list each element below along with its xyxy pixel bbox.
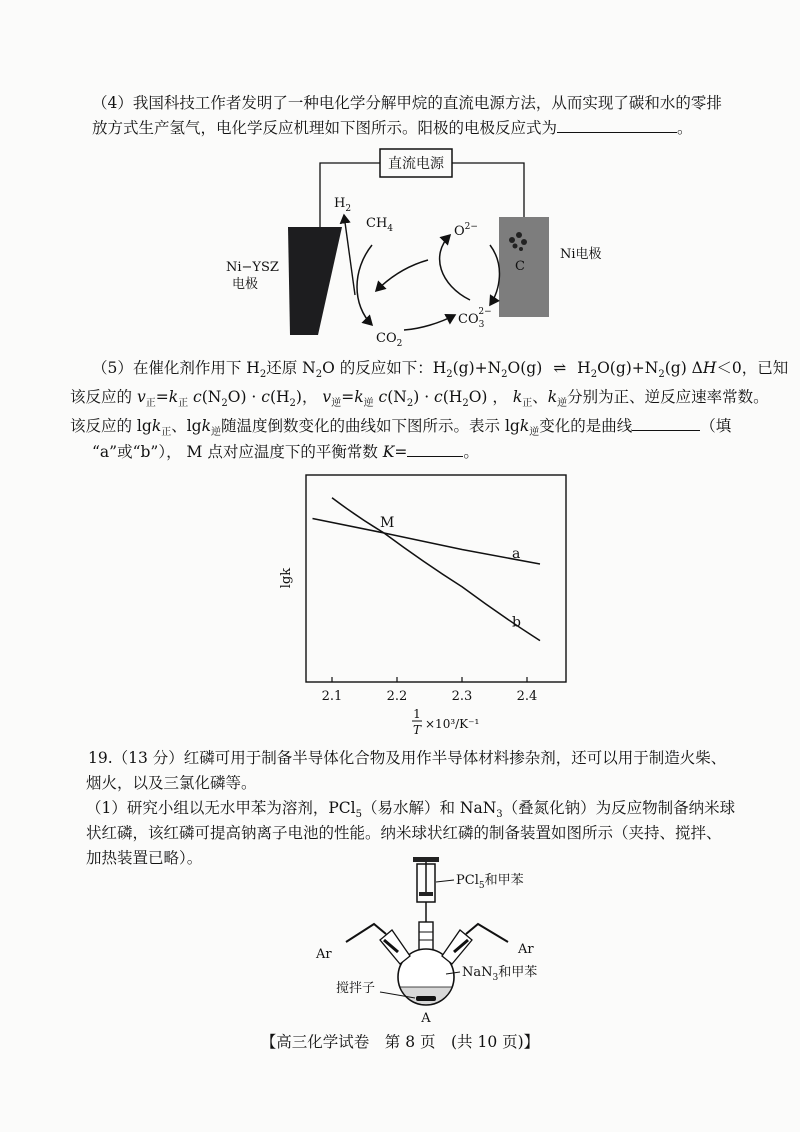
x-tick-label: 2.3 xyxy=(451,689,473,704)
ni-ysz-electrode xyxy=(288,227,342,335)
right-wire xyxy=(452,163,524,217)
curve-answer-blank[interactable] xyxy=(632,414,700,431)
co3-cycle-arrow xyxy=(440,235,470,300)
syringe-plunger-top xyxy=(413,857,439,862)
right-neck xyxy=(442,930,472,964)
curve-b-label: b xyxy=(512,614,521,631)
left-electrode-label-2: 电极 xyxy=(232,277,259,292)
right-ar-tube xyxy=(466,924,508,942)
point-m-label: M xyxy=(380,514,395,531)
electrode-to-co3-arrow xyxy=(490,245,499,305)
q19-line-1: 19.（13 分）红磷可用于制备半导体化合物及用作半导体材料掺杂剂，还可以用于制造火柴、 xyxy=(88,749,727,767)
left-neck xyxy=(380,930,410,964)
x-axis-label-unit: ×10³/K⁻¹ xyxy=(425,717,480,731)
co2-to-co3-arrow xyxy=(404,315,455,330)
nan3-label: NaN$_3$和甲苯 xyxy=(462,965,538,983)
x-tick-label: 2.1 xyxy=(321,689,343,704)
o2-label: $O^{2-}$ xyxy=(454,222,478,239)
flask-a-label: A xyxy=(421,1011,431,1026)
h2-arrow xyxy=(344,215,355,295)
x-axis-label-denominator: T xyxy=(412,723,422,737)
page-footer: 【高三化学试卷 第 8 页 (共 10 页)】 xyxy=(260,1033,540,1051)
ar-right-label: Ar xyxy=(518,942,534,957)
q19-line-4: 状红磷，该红磷可提高钠离子电池的性能。纳米球状红磷的制备装置如图所示（夹持、搅拌、 xyxy=(86,824,722,842)
q5-line-1: （5）在催化剂作用下 $H_2$还原 $N_2O$ 的反应如下：$H_2(g)+N_2O(g)$ ⇌ $H_2O(g)+N_2(g)$ ΔH＜0，已知 xyxy=(92,359,789,381)
q19-line-2: 烟火，以及三氯化磷等。 xyxy=(86,774,257,792)
ar-left-label: Ar xyxy=(316,947,332,962)
stir-bar-label: 搅拌子 xyxy=(336,981,376,996)
q19-line-3: （1）研究小组以无水甲苯为溶剂，PCl$_5$（易水解）和 NaN$_3$（叠氮化钠）为反应物制备纳米球 xyxy=(86,799,736,821)
x-axis-label-numerator: 1 xyxy=(413,707,421,721)
x-tick-label: 2.2 xyxy=(386,689,408,704)
pcl5-label: PCl$_5$和甲苯 xyxy=(456,873,524,891)
chart-frame xyxy=(306,475,566,682)
electrolysis-figure xyxy=(0,145,800,349)
q4-line-1: （4）我国科技工作者发明了一种电化学分解甲烷的直流电源方法，从而实现了碳和水的零排 xyxy=(92,94,722,112)
q4-line-2 xyxy=(92,116,693,139)
co3-label: $CO_32-$ xyxy=(458,307,492,330)
q19-line-5: 加热装置已略）。 xyxy=(86,849,203,867)
o2-to-co2-arrow xyxy=(376,260,428,291)
lgk-chart xyxy=(0,470,800,740)
curve-b xyxy=(332,498,540,641)
ch4-label: $CH_4$ xyxy=(366,216,394,234)
q4-line-2-end: 。 xyxy=(677,119,693,137)
power-source-label: 直流电源 xyxy=(388,156,444,172)
right-electrode-label: Ni电极 xyxy=(560,247,602,262)
center-neck xyxy=(419,922,433,950)
q5-line-3: 该反应的 lgk$_正$、lgk$_逆$随温度倒数变化的曲线如下图所示。表示 lgk$_逆$变化的是曲线 （填 xyxy=(70,414,731,437)
curve-a-label: a xyxy=(512,546,521,563)
left-electrode-label-1: Ni−YSZ xyxy=(226,260,279,275)
ch4-to-co2-arrow xyxy=(357,245,372,325)
h2-label: $H_2$ xyxy=(334,196,352,214)
anode-equation-blank[interactable] xyxy=(557,116,677,133)
equilibrium-constant-blank[interactable] xyxy=(407,440,463,457)
q5-line-2: 该反应的 $v_正=k_正$ $c(N_2O) \cdot c(H_2)$， $v_逆=k_逆$ $c(N_2) \cdot c(H_2O)$ ， $k_正$、$k_逆$分别为正、逆反应速率常数。 xyxy=(70,388,769,410)
q4-line-2-text: 放方式生产氢气，电化学反应机理如下图所示。阳极的电极反应式为 xyxy=(92,119,558,137)
carbon-label: C xyxy=(515,259,525,274)
x-tick-label: 2.4 xyxy=(516,689,538,704)
co2-label: $CO_2$ xyxy=(376,331,403,349)
flask-liquid xyxy=(400,987,452,1005)
y-axis-label: lgk xyxy=(279,567,294,589)
q5-line-4: “a”或“b”）， M 点对应温度下的平衡常数 K= 。 xyxy=(92,440,479,463)
equilibrium-arrow: ⇌ xyxy=(553,359,567,377)
curve-a xyxy=(313,518,541,564)
apparatus-figure xyxy=(0,852,800,1026)
stir-bar xyxy=(416,996,436,1001)
